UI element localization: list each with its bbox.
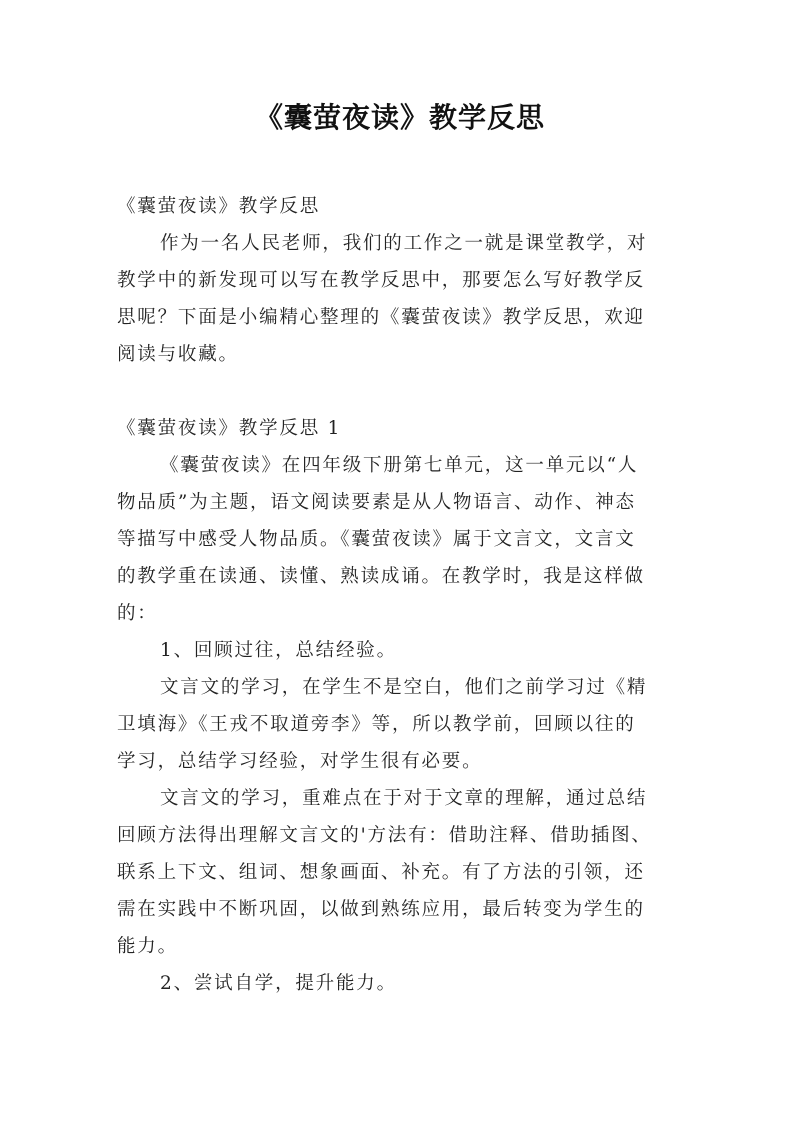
- paragraph-line: 文言文的学习，在学生不是空白，他们之前学习过《精: [160, 677, 648, 698]
- paragraph-line: 文言文的学习，重难点在于对于文章的理解，通过总结: [160, 788, 648, 809]
- paragraph-line: 联系上下文、组词、想象画面、补充。有了方法的引领，还: [117, 862, 645, 883]
- list-heading: 1、回顾过往，总结经验。: [160, 640, 397, 661]
- section-heading: 《囊萤夜读》教学反思 1: [117, 418, 342, 439]
- subtitle-line: 《囊萤夜读》教学反思: [117, 196, 321, 217]
- document-body: [117, 188, 687, 1002]
- paragraph-line: 思呢？下面是小编精心整理的《囊萤夜读》教学反思，欢迎: [117, 307, 645, 328]
- paragraph-line: 需在实践中不断巩固，以做到熟练应用，最后转变为学生的: [117, 899, 645, 920]
- list-heading: 2、尝试自学，提升能力。: [160, 973, 397, 994]
- paragraph-line: 的教学重在读通、读懂、熟读成诵。在教学时，我是这样做: [117, 566, 645, 587]
- blank-spacer: [117, 373, 687, 410]
- paragraph-line: 阅读与收藏。: [117, 344, 239, 365]
- paragraph-line: 等描写中感受人物品质。《囊萤夜读》属于文言文，文言文: [117, 529, 636, 550]
- document-title: 《囊萤夜读》教学反思: [254, 101, 545, 134]
- paragraph-line: 教学中的新发现可以写在教学反思中，那要怎么写好教学反: [117, 270, 645, 291]
- paragraph-line: 学习，总结学习经验，对学生很有必要。: [117, 751, 483, 772]
- paragraph-line: 《囊萤夜读》在四年级下册第七单元，这一单元以“人: [160, 455, 639, 476]
- paragraph-line: 物品质”为主题，语文阅读要素是从人物语言、动作、神态: [117, 492, 636, 513]
- paragraph-line: 作为一名人民老师，我们的工作之一就是课堂教学，对: [160, 233, 648, 254]
- paragraph-line: 卫填海》《王戎不取道旁李》等，所以教学前，回顾以往的: [117, 714, 636, 735]
- paragraph-line: 能力。: [117, 936, 178, 957]
- paragraph-line: 回顾方法得出理解文言文的'方法有：借助注释、借助插图、: [117, 825, 652, 846]
- paragraph-line: 的：: [117, 603, 158, 624]
